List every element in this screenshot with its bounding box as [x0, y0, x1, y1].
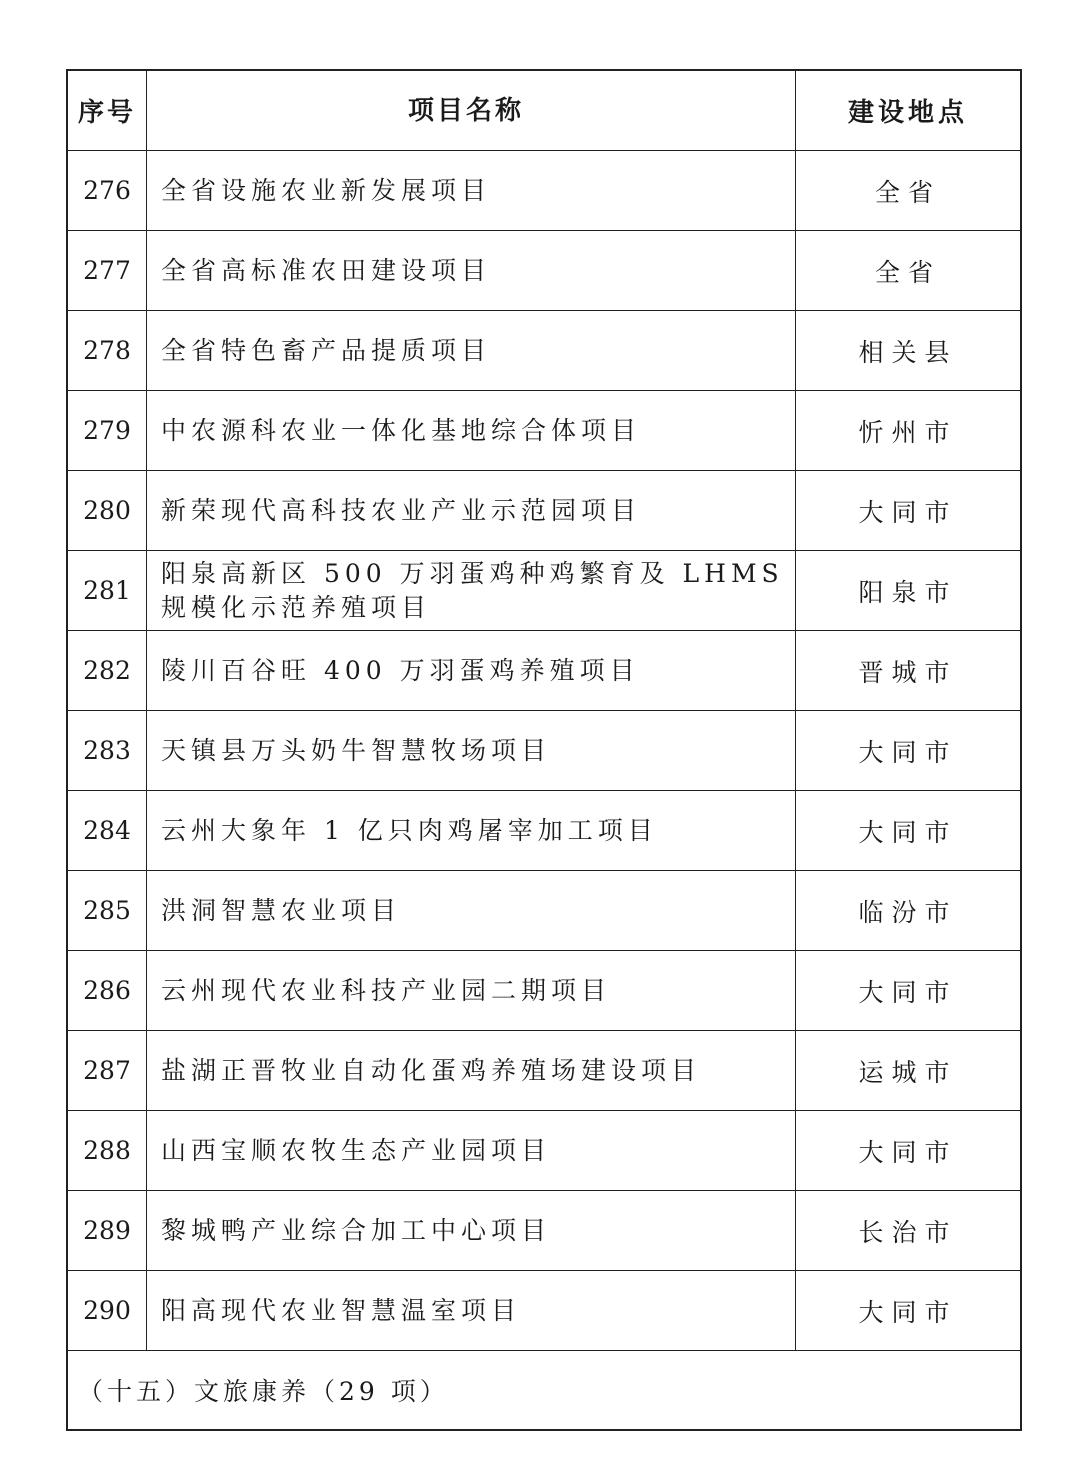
- row-num: 289: [68, 1191, 147, 1270]
- row-place: 相关县: [858, 337, 958, 367]
- row-num: 285: [68, 871, 147, 950]
- row-name: 洪洞智慧农业项目: [147, 871, 796, 950]
- table-row: [68, 231, 1020, 311]
- row-num: 288: [68, 1111, 147, 1190]
- table-row: [68, 311, 1020, 391]
- row-num: 286: [68, 951, 147, 1030]
- table-row: [68, 1191, 1020, 1271]
- row-num: 278: [68, 311, 147, 390]
- row-name: 全省高标准农田建设项目: [147, 231, 796, 310]
- row-name: 中农源科农业一体化基地综合体项目: [147, 391, 796, 470]
- row-place: 大同市: [858, 497, 958, 527]
- row-num: 283: [68, 711, 147, 790]
- row-num: 281: [68, 551, 147, 630]
- section-heading-row: （十五）文旅康养（29 项）: [78, 1377, 449, 1406]
- row-name: 阳泉高新区 500 万羽蛋鸡种鸡繁育及 LHMS 规模化示范养殖项目: [147, 551, 796, 630]
- row-name: 黎城鸭产业综合加工中心项目: [147, 1191, 796, 1270]
- table-header-row: [68, 71, 1020, 151]
- row-name: 全省特色畜产品提质项目: [147, 311, 796, 390]
- row-num: 287: [68, 1031, 147, 1110]
- row-name: 云州现代农业科技产业园二期项目: [147, 951, 796, 1030]
- table-row: [68, 551, 1020, 631]
- row-num: 284: [68, 791, 147, 870]
- table-row: [68, 631, 1020, 711]
- row-place: 长治市: [858, 1217, 958, 1247]
- row-num: 280: [68, 471, 147, 550]
- header-num: 序号: [68, 71, 147, 150]
- row-place: 全省: [874, 257, 941, 287]
- table-row: [68, 791, 1020, 871]
- table-row: [68, 391, 1020, 471]
- row-place: 大同市: [858, 1297, 958, 1327]
- row-num: 279: [68, 391, 147, 470]
- row-name: 天镇县万头奶牛智慧牧场项目: [147, 711, 796, 790]
- row-place: 运城市: [858, 1057, 958, 1087]
- row-place: 临汾市: [858, 897, 958, 927]
- row-name: 陵川百谷旺 400 万羽蛋鸡养殖项目: [147, 631, 796, 710]
- row-name: 云州大象年 1 亿只肉鸡屠宰加工项目: [147, 791, 796, 870]
- row-place: 阳泉市: [858, 577, 958, 607]
- row-place: 晋城市: [858, 657, 958, 687]
- table-row: [68, 1111, 1020, 1191]
- row-num: 277: [68, 231, 147, 310]
- row-name: 山西宝顺农牧生态产业园项目: [147, 1111, 796, 1190]
- table-row: [68, 951, 1020, 1031]
- header-name: 项目名称: [147, 71, 796, 150]
- table-row: [68, 151, 1020, 231]
- table-row: [68, 471, 1020, 551]
- row-place: 全省: [874, 177, 941, 207]
- table-row: [68, 1271, 1020, 1351]
- row-name: 新荣现代高科技农业产业示范园项目: [147, 471, 796, 550]
- header-place: 建设地点: [847, 98, 968, 128]
- row-name: 全省设施农业新发展项目: [147, 151, 796, 230]
- row-place: 大同市: [858, 977, 958, 1007]
- project-table: [66, 69, 1022, 1431]
- row-num: 282: [68, 631, 147, 710]
- row-name: 阳高现代农业智慧温室项目: [147, 1271, 796, 1350]
- row-place: 大同市: [858, 1137, 958, 1167]
- row-num: 290: [68, 1271, 147, 1350]
- row-num: 276: [68, 151, 147, 230]
- table-row: [68, 871, 1020, 951]
- row-place: 大同市: [858, 817, 958, 847]
- row-place: 大同市: [858, 737, 958, 767]
- row-name: 盐湖正晋牧业自动化蛋鸡养殖场建设项目: [147, 1031, 796, 1110]
- table-row: [68, 1031, 1020, 1111]
- table-row: [68, 711, 1020, 791]
- row-place: 忻州市: [858, 417, 958, 447]
